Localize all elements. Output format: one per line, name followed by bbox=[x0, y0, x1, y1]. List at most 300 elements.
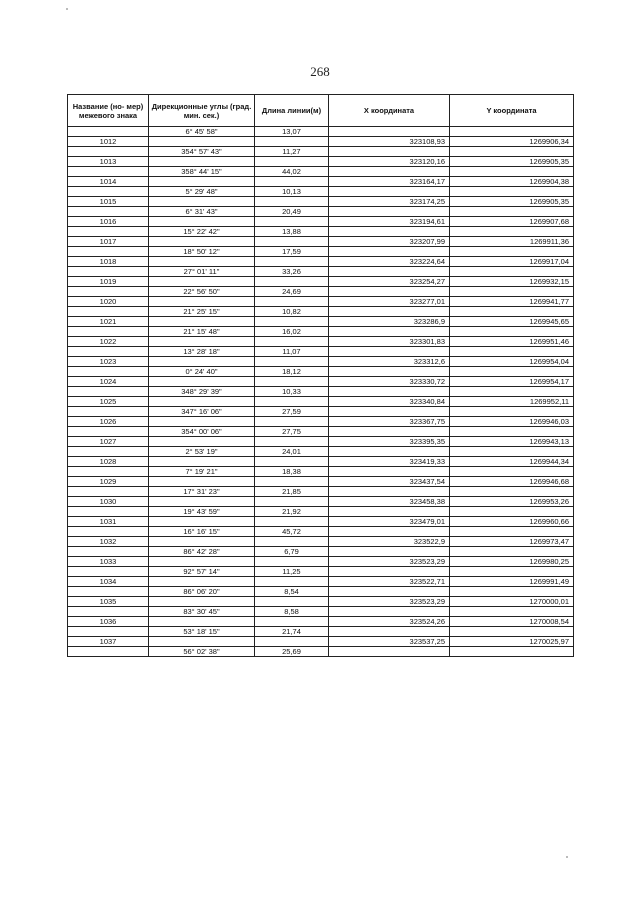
x-coordinate-cell: 323437,54 bbox=[329, 477, 450, 487]
line-length-cell: 18,38 bbox=[255, 467, 329, 477]
point-name-cell bbox=[68, 327, 149, 337]
y-coordinate-cell bbox=[450, 327, 574, 337]
point-name-cell bbox=[68, 567, 149, 577]
point-row bbox=[68, 517, 574, 527]
direction-angle-cell bbox=[149, 237, 255, 247]
y-coordinate-cell bbox=[450, 487, 574, 497]
line-length-cell bbox=[255, 317, 329, 327]
y-coordinate-cell: 1269954,04 bbox=[450, 357, 574, 367]
point-name-cell: 1023 bbox=[68, 357, 149, 367]
point-name-cell bbox=[68, 447, 149, 457]
direction-angle-cell: 354° 00' 06" bbox=[149, 427, 255, 437]
y-coordinate-cell: 1269941,77 bbox=[450, 297, 574, 307]
direction-angle-cell: 6° 31' 43" bbox=[149, 207, 255, 217]
segment-row bbox=[68, 427, 574, 437]
point-name-cell bbox=[68, 307, 149, 317]
line-length-cell bbox=[255, 457, 329, 467]
line-length-cell bbox=[255, 377, 329, 387]
line-length-cell: 11,27 bbox=[255, 147, 329, 157]
y-coordinate-cell bbox=[450, 447, 574, 457]
x-coordinate-cell: 323524,26 bbox=[329, 617, 450, 627]
point-name-cell: 1035 bbox=[68, 597, 149, 607]
point-name-cell: 1032 bbox=[68, 537, 149, 547]
y-coordinate-cell bbox=[450, 367, 574, 377]
point-row bbox=[68, 177, 574, 187]
point-name-cell bbox=[68, 427, 149, 437]
segment-row bbox=[68, 507, 574, 517]
y-coordinate-cell bbox=[450, 147, 574, 157]
header-direction-angle: Дирекционные углы (град. мин. сек.) bbox=[149, 95, 255, 127]
point-row bbox=[68, 537, 574, 547]
x-coordinate-cell: 323312,6 bbox=[329, 357, 450, 367]
x-coordinate-cell: 323224,64 bbox=[329, 257, 450, 267]
x-coordinate-cell bbox=[329, 507, 450, 517]
x-coordinate-cell bbox=[329, 647, 450, 657]
direction-angle-cell: 86° 42' 28" bbox=[149, 547, 255, 557]
direction-angle-cell: 53° 18' 15" bbox=[149, 627, 255, 637]
y-coordinate-cell bbox=[450, 267, 574, 277]
y-coordinate-cell bbox=[450, 407, 574, 417]
x-coordinate-cell bbox=[329, 427, 450, 437]
y-coordinate-cell bbox=[450, 627, 574, 637]
point-row bbox=[68, 317, 574, 327]
direction-angle-cell: 15° 22' 42" bbox=[149, 227, 255, 237]
x-coordinate-cell bbox=[329, 527, 450, 537]
line-length-cell: 25,69 bbox=[255, 647, 329, 657]
line-length-cell bbox=[255, 177, 329, 187]
direction-angle-cell: 21° 25' 15" bbox=[149, 307, 255, 317]
line-length-cell: 11,25 bbox=[255, 567, 329, 577]
direction-angle-cell: 83° 30' 45" bbox=[149, 607, 255, 617]
y-coordinate-cell bbox=[450, 227, 574, 237]
point-row bbox=[68, 617, 574, 627]
y-coordinate-cell bbox=[450, 547, 574, 557]
x-coordinate-cell: 323419,33 bbox=[329, 457, 450, 467]
direction-angle-cell: 13° 28' 18" bbox=[149, 347, 255, 357]
segment-row bbox=[68, 147, 574, 157]
point-row bbox=[68, 237, 574, 247]
line-length-cell bbox=[255, 197, 329, 207]
direction-angle-cell bbox=[149, 597, 255, 607]
direction-angle-cell: 21° 15' 48" bbox=[149, 327, 255, 337]
y-coordinate-cell bbox=[450, 387, 574, 397]
y-coordinate-cell: 1269991,49 bbox=[450, 577, 574, 587]
segment-row bbox=[68, 467, 574, 477]
line-length-cell: 6,79 bbox=[255, 547, 329, 557]
line-length-cell: 33,26 bbox=[255, 267, 329, 277]
point-name-cell bbox=[68, 547, 149, 557]
x-coordinate-cell: 323330,72 bbox=[329, 377, 450, 387]
segment-row bbox=[68, 607, 574, 617]
line-length-cell bbox=[255, 157, 329, 167]
direction-angle-cell bbox=[149, 197, 255, 207]
line-length-cell: 13,88 bbox=[255, 227, 329, 237]
point-name-cell: 1019 bbox=[68, 277, 149, 287]
direction-angle-cell bbox=[149, 517, 255, 527]
y-coordinate-cell bbox=[450, 287, 574, 297]
point-name-cell: 1031 bbox=[68, 517, 149, 527]
line-length-cell: 17,59 bbox=[255, 247, 329, 257]
segment-row bbox=[68, 287, 574, 297]
line-length-cell bbox=[255, 637, 329, 647]
y-coordinate-cell bbox=[450, 567, 574, 577]
line-length-cell bbox=[255, 437, 329, 447]
segment-row bbox=[68, 207, 574, 217]
point-row bbox=[68, 377, 574, 387]
x-coordinate-cell bbox=[329, 407, 450, 417]
x-coordinate-cell: 323164,17 bbox=[329, 177, 450, 187]
line-length-cell: 20,49 bbox=[255, 207, 329, 217]
y-coordinate-cell: 1269960,66 bbox=[450, 517, 574, 527]
x-coordinate-cell bbox=[329, 187, 450, 197]
y-coordinate-cell: 1269932,15 bbox=[450, 277, 574, 287]
point-name-cell bbox=[68, 487, 149, 497]
direction-angle-cell: 348° 29' 39" bbox=[149, 387, 255, 397]
y-coordinate-cell: 1269904,38 bbox=[450, 177, 574, 187]
direction-angle-cell bbox=[149, 317, 255, 327]
y-coordinate-cell: 1269945,65 bbox=[450, 317, 574, 327]
point-name-cell bbox=[68, 267, 149, 277]
point-name-cell: 1013 bbox=[68, 157, 149, 167]
point-name-cell bbox=[68, 647, 149, 657]
point-name-cell bbox=[68, 467, 149, 477]
segment-row bbox=[68, 647, 574, 657]
point-row bbox=[68, 557, 574, 567]
segment-row bbox=[68, 587, 574, 597]
y-coordinate-cell: 1269905,35 bbox=[450, 157, 574, 167]
x-coordinate-cell: 323194,61 bbox=[329, 217, 450, 227]
x-coordinate-cell: 323523,29 bbox=[329, 597, 450, 607]
segment-row bbox=[68, 307, 574, 317]
direction-angle-cell bbox=[149, 637, 255, 647]
point-row bbox=[68, 637, 574, 647]
line-length-cell: 21,92 bbox=[255, 507, 329, 517]
point-name-cell: 1037 bbox=[68, 637, 149, 647]
x-coordinate-cell: 323174,25 bbox=[329, 197, 450, 207]
direction-angle-cell bbox=[149, 417, 255, 427]
point-name-cell: 1024 bbox=[68, 377, 149, 387]
point-name-cell bbox=[68, 147, 149, 157]
y-coordinate-cell: 1269951,46 bbox=[450, 337, 574, 347]
line-length-cell: 10,82 bbox=[255, 307, 329, 317]
direction-angle-cell: 16° 16' 15" bbox=[149, 527, 255, 537]
line-length-cell bbox=[255, 577, 329, 587]
line-length-cell bbox=[255, 257, 329, 267]
point-name-cell bbox=[68, 187, 149, 197]
line-length-cell: 21,74 bbox=[255, 627, 329, 637]
y-coordinate-cell: 1270008,54 bbox=[450, 617, 574, 627]
direction-angle-cell bbox=[149, 137, 255, 147]
point-row bbox=[68, 437, 574, 447]
segment-row bbox=[68, 227, 574, 237]
y-coordinate-cell: 1270025,97 bbox=[450, 637, 574, 647]
line-length-cell: 27,59 bbox=[255, 407, 329, 417]
point-name-cell: 1026 bbox=[68, 417, 149, 427]
y-coordinate-cell: 1269946,68 bbox=[450, 477, 574, 487]
x-coordinate-cell bbox=[329, 167, 450, 177]
line-length-cell: 24,01 bbox=[255, 447, 329, 457]
x-coordinate-cell bbox=[329, 547, 450, 557]
point-name-cell: 1036 bbox=[68, 617, 149, 627]
x-coordinate-cell bbox=[329, 487, 450, 497]
line-length-cell: 44,02 bbox=[255, 167, 329, 177]
direction-angle-cell: 22° 56' 50" bbox=[149, 287, 255, 297]
line-length-cell: 21,85 bbox=[255, 487, 329, 497]
point-row bbox=[68, 457, 574, 467]
x-coordinate-cell bbox=[329, 327, 450, 337]
direction-angle-cell: 92° 57' 14" bbox=[149, 567, 255, 577]
point-name-cell: 1015 bbox=[68, 197, 149, 207]
point-name-cell: 1012 bbox=[68, 137, 149, 147]
line-length-cell: 13,07 bbox=[255, 127, 329, 137]
line-length-cell bbox=[255, 397, 329, 407]
line-length-cell bbox=[255, 597, 329, 607]
x-coordinate-cell bbox=[329, 387, 450, 397]
x-coordinate-cell bbox=[329, 587, 450, 597]
y-coordinate-cell: 1270000,01 bbox=[450, 597, 574, 607]
line-length-cell: 16,02 bbox=[255, 327, 329, 337]
x-coordinate-cell: 323254,27 bbox=[329, 277, 450, 287]
line-length-cell bbox=[255, 537, 329, 547]
direction-angle-cell bbox=[149, 477, 255, 487]
x-coordinate-cell bbox=[329, 287, 450, 297]
y-coordinate-cell: 1269905,35 bbox=[450, 197, 574, 207]
segment-row bbox=[68, 547, 574, 557]
line-length-cell: 10,13 bbox=[255, 187, 329, 197]
x-coordinate-cell bbox=[329, 247, 450, 257]
scan-dot bbox=[566, 856, 568, 858]
x-coordinate-cell bbox=[329, 627, 450, 637]
segment-row bbox=[68, 447, 574, 457]
x-coordinate-cell bbox=[329, 467, 450, 477]
x-coordinate-cell bbox=[329, 127, 450, 137]
direction-angle-cell: 56° 02' 38" bbox=[149, 647, 255, 657]
point-name-cell: 1025 bbox=[68, 397, 149, 407]
header-point-name: Название (но- мер) межевого знака bbox=[68, 95, 149, 127]
point-row bbox=[68, 197, 574, 207]
segment-row bbox=[68, 187, 574, 197]
segment-row bbox=[68, 347, 574, 357]
direction-angle-cell: 6° 45' 58" bbox=[149, 127, 255, 137]
y-coordinate-cell bbox=[450, 507, 574, 517]
direction-angle-cell: 354° 57' 43" bbox=[149, 147, 255, 157]
y-coordinate-cell bbox=[450, 347, 574, 357]
segment-row bbox=[68, 487, 574, 497]
x-coordinate-cell: 323458,38 bbox=[329, 497, 450, 507]
y-coordinate-cell bbox=[450, 527, 574, 537]
y-coordinate-cell bbox=[450, 607, 574, 617]
point-name-cell bbox=[68, 407, 149, 417]
y-coordinate-cell: 1269946,03 bbox=[450, 417, 574, 427]
x-coordinate-cell bbox=[329, 267, 450, 277]
line-length-cell: 8,58 bbox=[255, 607, 329, 617]
point-row bbox=[68, 137, 574, 147]
direction-angle-cell bbox=[149, 437, 255, 447]
x-coordinate-cell bbox=[329, 447, 450, 457]
direction-angle-cell bbox=[149, 397, 255, 407]
line-length-cell: 18,12 bbox=[255, 367, 329, 377]
direction-angle-cell: 17° 31' 23" bbox=[149, 487, 255, 497]
direction-angle-cell bbox=[149, 457, 255, 467]
point-name-cell: 1034 bbox=[68, 577, 149, 587]
point-name-cell: 1021 bbox=[68, 317, 149, 327]
line-length-cell: 45,72 bbox=[255, 527, 329, 537]
x-coordinate-cell: 323523,29 bbox=[329, 557, 450, 567]
direction-angle-cell: 347° 16' 06" bbox=[149, 407, 255, 417]
segment-row bbox=[68, 367, 574, 377]
x-coordinate-cell: 323207,99 bbox=[329, 237, 450, 247]
point-row bbox=[68, 157, 574, 167]
point-row bbox=[68, 277, 574, 287]
y-coordinate-cell: 1269917,04 bbox=[450, 257, 574, 267]
scan-dot bbox=[66, 8, 68, 10]
x-coordinate-cell: 323395,35 bbox=[329, 437, 450, 447]
point-name-cell: 1020 bbox=[68, 297, 149, 307]
line-length-cell bbox=[255, 617, 329, 627]
boundary-coordinates-table bbox=[67, 94, 574, 657]
x-coordinate-cell: 323301,83 bbox=[329, 337, 450, 347]
segment-row bbox=[68, 407, 574, 417]
direction-angle-cell: 2° 53' 19" bbox=[149, 447, 255, 457]
direction-angle-cell: 0° 24' 40" bbox=[149, 367, 255, 377]
segment-row bbox=[68, 387, 574, 397]
y-coordinate-cell bbox=[450, 127, 574, 137]
line-length-cell bbox=[255, 337, 329, 347]
y-coordinate-cell bbox=[450, 187, 574, 197]
line-length-cell: 24,69 bbox=[255, 287, 329, 297]
page-number: 268 bbox=[310, 64, 330, 79]
direction-angle-cell bbox=[149, 357, 255, 367]
direction-angle-cell bbox=[149, 497, 255, 507]
line-length-cell: 10,33 bbox=[255, 387, 329, 397]
y-coordinate-cell: 1269980,25 bbox=[450, 557, 574, 567]
y-coordinate-cell: 1269906,34 bbox=[450, 137, 574, 147]
point-name-cell bbox=[68, 167, 149, 177]
point-row bbox=[68, 477, 574, 487]
point-row bbox=[68, 217, 574, 227]
point-name-cell: 1029 bbox=[68, 477, 149, 487]
x-coordinate-cell: 323120,16 bbox=[329, 157, 450, 167]
x-coordinate-cell bbox=[329, 367, 450, 377]
segment-row bbox=[68, 627, 574, 637]
direction-angle-cell bbox=[149, 277, 255, 287]
direction-angle-cell bbox=[149, 617, 255, 627]
y-coordinate-cell: 1269911,36 bbox=[450, 237, 574, 247]
line-length-cell bbox=[255, 297, 329, 307]
point-row bbox=[68, 597, 574, 607]
direction-angle-cell: 5° 29' 48" bbox=[149, 187, 255, 197]
y-coordinate-cell: 1269952,11 bbox=[450, 397, 574, 407]
direction-angle-cell bbox=[149, 577, 255, 587]
y-coordinate-cell bbox=[450, 247, 574, 257]
y-coordinate-cell: 1269973,47 bbox=[450, 537, 574, 547]
line-length-cell bbox=[255, 357, 329, 367]
header-y-coordinate: Y координата bbox=[450, 95, 574, 127]
direction-angle-cell bbox=[149, 537, 255, 547]
direction-angle-cell: 18° 50' 12" bbox=[149, 247, 255, 257]
x-coordinate-cell: 323522,9 bbox=[329, 537, 450, 547]
x-coordinate-cell: 323277,01 bbox=[329, 297, 450, 307]
direction-angle-cell bbox=[149, 557, 255, 567]
point-name-cell: 1030 bbox=[68, 497, 149, 507]
point-name-cell: 1033 bbox=[68, 557, 149, 567]
line-length-cell bbox=[255, 217, 329, 227]
line-length-cell: 8,54 bbox=[255, 587, 329, 597]
point-name-cell bbox=[68, 227, 149, 237]
y-coordinate-cell: 1269907,68 bbox=[450, 217, 574, 227]
x-coordinate-cell: 323367,75 bbox=[329, 417, 450, 427]
x-coordinate-cell: 323522,71 bbox=[329, 577, 450, 587]
point-name-cell bbox=[68, 387, 149, 397]
point-name-cell: 1028 bbox=[68, 457, 149, 467]
y-coordinate-cell: 1269943,13 bbox=[450, 437, 574, 447]
point-name-cell bbox=[68, 287, 149, 297]
point-name-cell bbox=[68, 627, 149, 637]
x-coordinate-cell: 323340,84 bbox=[329, 397, 450, 407]
y-coordinate-cell bbox=[450, 587, 574, 597]
table-body bbox=[68, 127, 574, 657]
direction-angle-cell bbox=[149, 297, 255, 307]
x-coordinate-cell: 323537,25 bbox=[329, 637, 450, 647]
direction-angle-cell bbox=[149, 257, 255, 267]
segment-row bbox=[68, 567, 574, 577]
direction-angle-cell: 19° 43' 59" bbox=[149, 507, 255, 517]
y-coordinate-cell: 1269953,26 bbox=[450, 497, 574, 507]
direction-angle-cell: 86° 06' 20" bbox=[149, 587, 255, 597]
point-row bbox=[68, 337, 574, 347]
point-row bbox=[68, 417, 574, 427]
point-name-cell bbox=[68, 207, 149, 217]
y-coordinate-cell bbox=[450, 647, 574, 657]
point-name-cell bbox=[68, 607, 149, 617]
direction-angle-cell bbox=[149, 177, 255, 187]
point-name-cell: 1014 bbox=[68, 177, 149, 187]
point-row bbox=[68, 397, 574, 407]
segment-row bbox=[68, 327, 574, 337]
table-header-row bbox=[68, 95, 574, 127]
point-name-cell bbox=[68, 507, 149, 517]
direction-angle-cell bbox=[149, 337, 255, 347]
y-coordinate-cell bbox=[450, 467, 574, 477]
x-coordinate-cell bbox=[329, 307, 450, 317]
x-coordinate-cell bbox=[329, 207, 450, 217]
y-coordinate-cell bbox=[450, 307, 574, 317]
line-length-cell: 11,07 bbox=[255, 347, 329, 357]
point-name-cell bbox=[68, 247, 149, 257]
line-length-cell bbox=[255, 137, 329, 147]
point-name-cell bbox=[68, 127, 149, 137]
point-name-cell bbox=[68, 347, 149, 357]
point-name-cell: 1027 bbox=[68, 437, 149, 447]
direction-angle-cell bbox=[149, 377, 255, 387]
line-length-cell bbox=[255, 497, 329, 507]
line-length-cell bbox=[255, 237, 329, 247]
point-name-cell: 1017 bbox=[68, 237, 149, 247]
x-coordinate-cell bbox=[329, 147, 450, 157]
line-length-cell bbox=[255, 557, 329, 567]
segment-row bbox=[68, 247, 574, 257]
segment-row bbox=[68, 167, 574, 177]
point-name-cell: 1022 bbox=[68, 337, 149, 347]
x-coordinate-cell bbox=[329, 227, 450, 237]
direction-angle-cell: 358° 44' 15" bbox=[149, 167, 255, 177]
point-row bbox=[68, 497, 574, 507]
segment-row bbox=[68, 527, 574, 537]
header-line-length: Длина линии(м) bbox=[255, 95, 329, 127]
x-coordinate-cell: 323108,93 bbox=[329, 137, 450, 147]
point-row bbox=[68, 357, 574, 367]
x-coordinate-cell bbox=[329, 567, 450, 577]
